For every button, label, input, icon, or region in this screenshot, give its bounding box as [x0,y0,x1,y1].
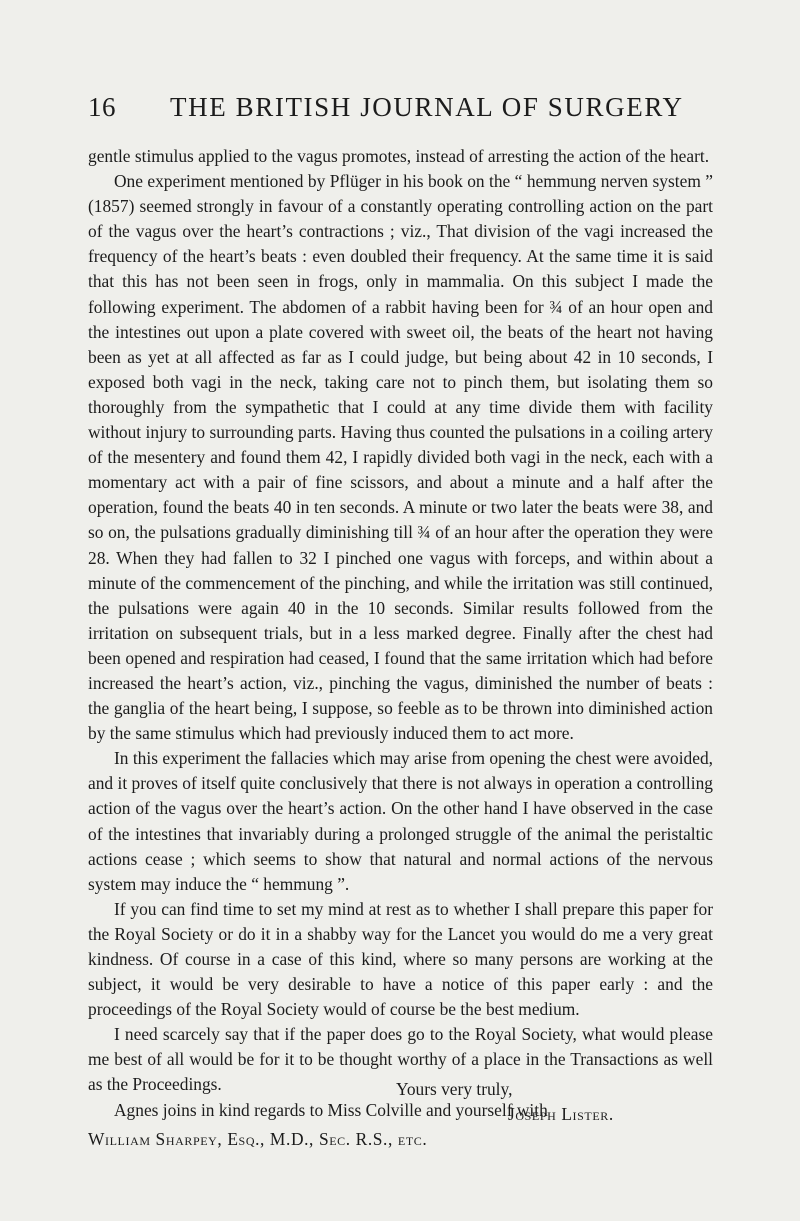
letter-body [88,144,713,1123]
addressee: William Sharpey, Esq., M.D., Sec. R.S., etc. [88,1129,428,1150]
paragraph: One experiment mentioned by Pflüger in his book on the “ hemmung nerven system ” (1857) seemed strongly in favour of a constantly operating controlling action on the part of the vagus over the heart’s contractions ; viz., That division of the vagi increased the frequency of the heart’s beats : even doubled their frequency. At the same time it is said that this has not been seen in frogs, only in mammalia. On this subject I made the following experiment. The abdomen of a rabbit having been for ¾ of an hour open and the intestines out upon a plate covered with sweet oil, the beats of the heart not having been as yet at all affected as far as I could judge, but being about 42 in 10 seconds, I exposed both vagi in the neck, taking care not to pinch them, but isolating them so thoroughly from the sympathetic that I could at any time divide them with facility without injury to surrounding parts. Having thus counted the pulsations in a coiling artery of the mesentery and found them 42, I rapidly divided both vagi in the neck, each with a momentary act with a pair of fine scissors, and about a minute and a half after the operation, found the beats 40 in ten seconds. A minute or two later the beats were 38, and so on, the pulsations gradually diminishing till ¾ of an hour after the operation they were 28. When they had fallen to 32 I pinched one vagus with forceps, and within about a minute of the commencement of the pinching, and while the irritation was still continued, the pulsations were again 40 in the 10 seconds. Similar results followed from the irritation on subsequent trials, but in a less marked degree. Finally after the chest had been opened and respiration had ceased, I found that the same irritation which had before increased the heart’s action, viz., pinching the vagus, diminished the number of beats : the ganglia of the heart being, I suppose, so feeble as to be thrown into diminished action by the same stimulus which had previously induced them to act more. [88,171,713,744]
paragraph: If you can find time to set my mind at rest as to whether I shall prepare this paper for the Royal Society or do it in a shabby way for the Lancet you would do me a very great kindness. Of course in a case of this kind, where so many persons are working at the subject, it would be very desirable to have a notice of this paper early : and the proceedings of the Royal Society would of course be the best medium. [88,898,713,1020]
signature: Joseph Lister. [508,1104,614,1125]
paragraph: gentle stimulus applied to the vagus promotes, instead of arresting the action of the heart. [88,146,710,166]
running-header [0,92,800,132]
page-number: 16 [88,92,116,122]
paragraph: In this experiment the fallacies which may arise from opening the chest were avoided, and it proves of itself quite conclusively that there is not always in operation a controlling action of the vagus over the heart’s action. On the other hand I have observed in the case of the intestines that invariably during a prolonged struggle of the animal the peristaltic actions cease ; which seems to show that natural and normal actions of the nervous system may induce the “ hemmung ”. [88,748,713,894]
valediction: Yours very truly, [396,1079,513,1099]
paragraph: Agnes joins in kind regards to Miss Colville and yourself with [114,1099,548,1120]
paragraph: I need scarcely say that if the paper does go to the Royal Society, what would please me best of all would be for it to be thought worthy of a place in the Transactions as well as the Proceedings. [88,1024,713,1095]
closing-block [88,1077,713,1152]
running-title: THE BRITISH JOURNAL OF SURGERY [170,92,684,122]
